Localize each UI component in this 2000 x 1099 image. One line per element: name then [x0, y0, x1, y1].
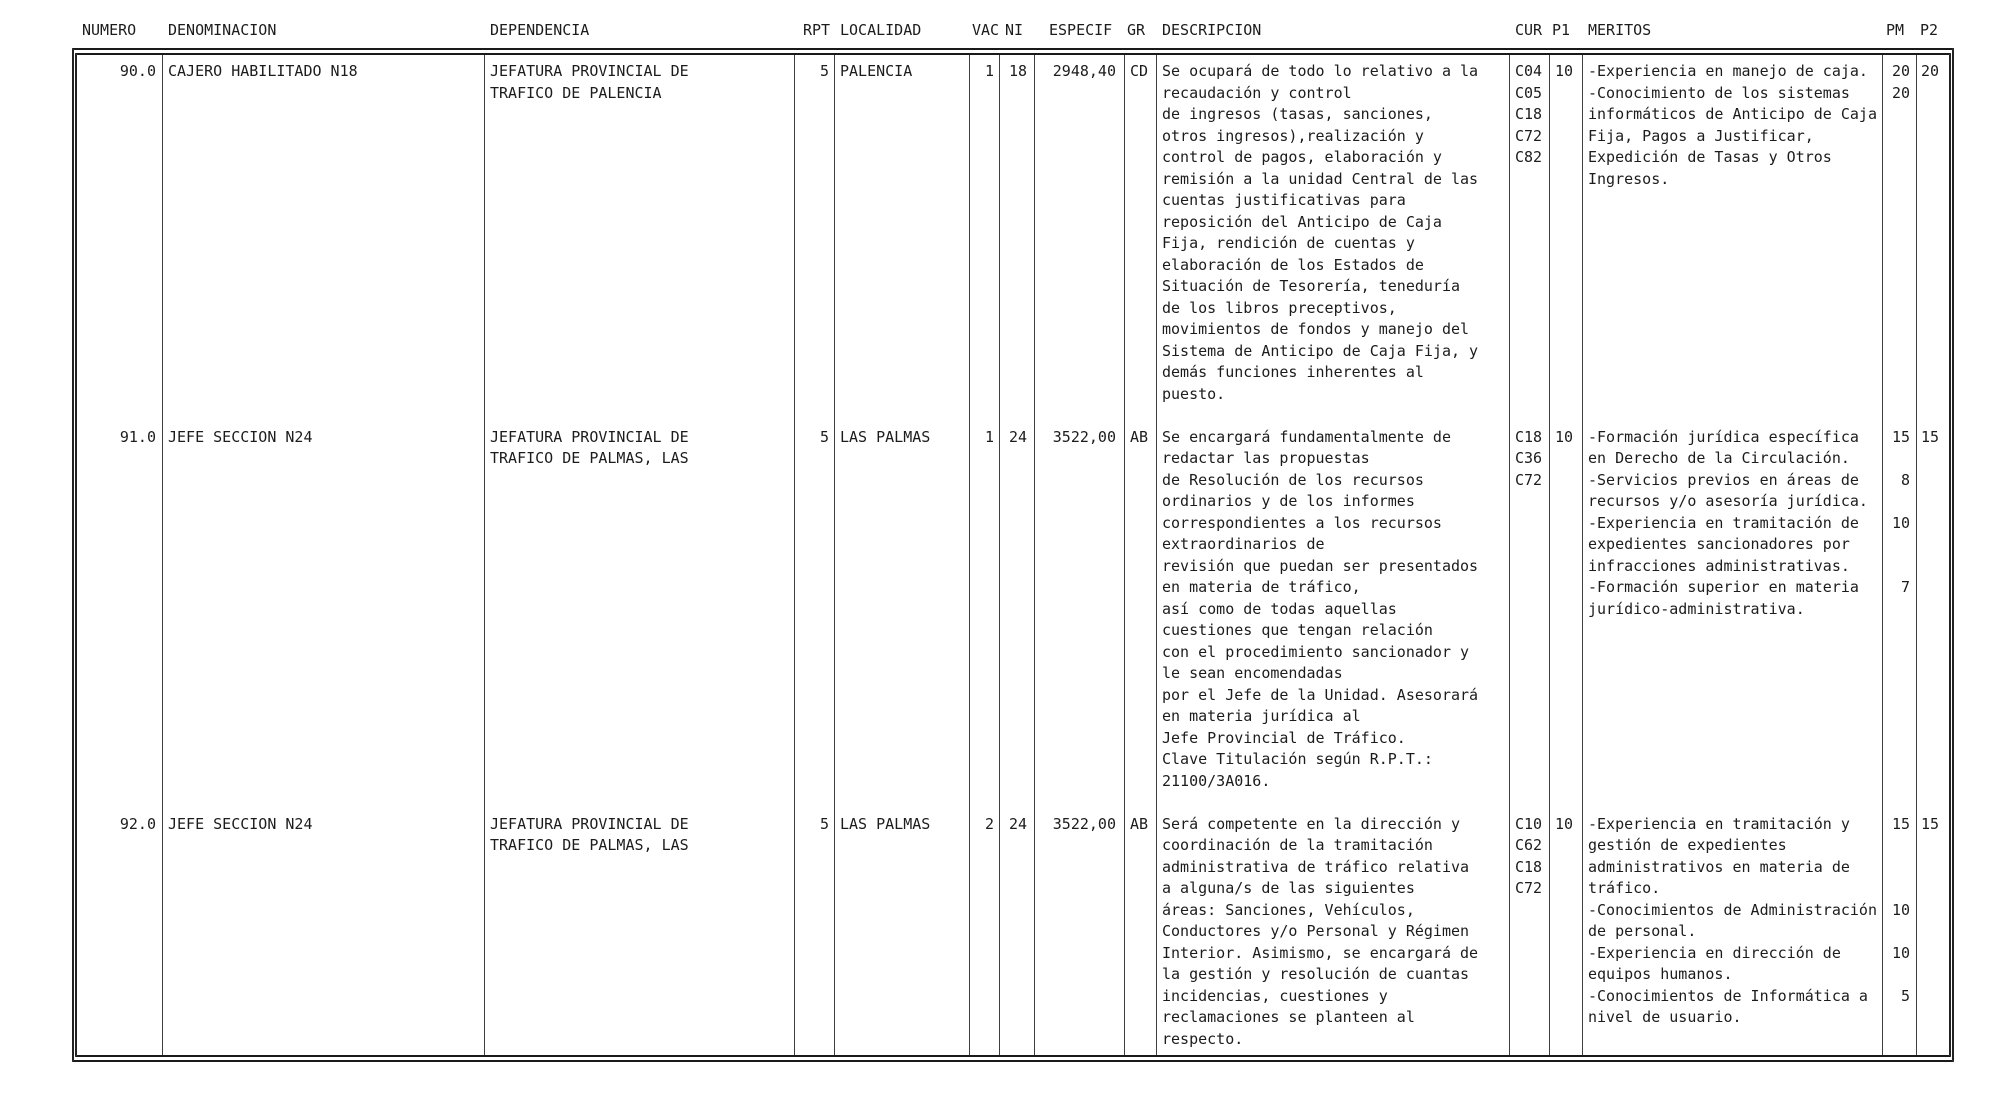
descripcion-line: con el procedimiento sancionador y	[1162, 642, 1470, 661]
descripcion-line: remisión a la unidad Central de las	[1162, 169, 1479, 188]
meritos-line: -Conocimiento de los sistemas	[1588, 83, 1850, 102]
descripcion-line: incidencias, cuestiones y	[1162, 986, 1388, 1005]
descripcion-line: demás funciones inherentes al	[1162, 363, 1424, 381]
numero-line: 92.0	[119, 814, 156, 833]
descripcion-line: Sistema de Anticipo de Caja Fija, y	[1162, 341, 1479, 360]
cell-meritos	[1583, 55, 1883, 427]
gr-line: CD	[1130, 62, 1149, 80]
pm-line: 20	[1891, 62, 1910, 80]
dependencia-line: JEFATURA PROVINCIAL DE	[490, 427, 689, 446]
table-row	[77, 427, 1945, 814]
descripcion-line: Será competente en la dirección y	[1162, 814, 1461, 833]
descripcion-line: de Resolución de los recursos	[1162, 470, 1424, 489]
especif-line: 3522,00	[1052, 814, 1116, 833]
p2-line	[1917, 921, 1939, 943]
descripcion-line: Se ocupará de todo lo relativo a la	[1162, 62, 1479, 80]
cell-ni	[1000, 427, 1035, 814]
descripcion-line: respecto.	[1162, 1029, 1244, 1048]
descripcion-line: cuestiones que tengan relación	[1162, 621, 1433, 639]
pm-line: 10	[1891, 900, 1910, 919]
p2-line	[1917, 513, 1939, 535]
p2-line	[1917, 169, 1939, 191]
cell-numero	[77, 814, 163, 1056]
cell-p1	[1550, 55, 1583, 427]
p2-line	[1917, 448, 1939, 470]
descripcion-line: Situación de Tesorería, teneduría	[1162, 277, 1461, 295]
numero-line: 91.0	[119, 427, 156, 446]
cur-line: C18	[1515, 857, 1543, 876]
descripcion-line: en materia jurídica al	[1162, 707, 1361, 725]
meritos-line: Fija, Pagos a Justificar,	[1588, 126, 1814, 145]
p2-line	[1917, 534, 1939, 556]
cell-cur	[1510, 55, 1550, 427]
descripcion-line: Conductores y/o Personal y Régimen	[1162, 922, 1470, 940]
dependencia-line: TRAFICO DE PALENCIA	[490, 83, 662, 102]
pm-line: 20	[1891, 83, 1910, 102]
meritos-line: equipos humanos.	[1588, 965, 1733, 983]
meritos-line: -Experiencia en tramitación y	[1588, 814, 1850, 833]
descripcion-line: Fija, rendición de cuentas y	[1162, 234, 1415, 252]
meritos-line: Expedición de Tasas y Otros	[1588, 148, 1832, 166]
descripcion-line: la gestión y resolución de cuantas	[1162, 965, 1470, 983]
descripcion-line: elaboración de los Estados de	[1162, 255, 1424, 274]
p1-line: 10	[1555, 427, 1574, 446]
meritos-line: -Experiencia en dirección de	[1588, 943, 1841, 962]
p2-line	[1917, 599, 1939, 621]
cell-descripcion	[1157, 814, 1510, 1056]
p2-line	[1917, 147, 1939, 169]
vac-line: 1	[984, 427, 994, 446]
column-header-dependencia: DEPENDENCIA	[490, 21, 590, 39]
pm-line	[1883, 147, 1910, 169]
cell-pm	[1883, 814, 1917, 1056]
descripcion-line: coordinación de la tramitación	[1162, 836, 1433, 854]
column-header-row	[77, 20, 1945, 42]
cell-rpt	[795, 814, 835, 1056]
meritos-line: gestión de expedientes	[1588, 836, 1787, 854]
cell-rpt	[795, 55, 835, 427]
especif-line: 3522,00	[1052, 427, 1116, 446]
descripcion-line: de los libros preceptivos,	[1162, 298, 1397, 317]
p2-line	[1917, 878, 1939, 900]
meritos-line: -Conocimientos de Administración	[1588, 900, 1877, 919]
descripcion-line: correspondientes a los recursos	[1162, 513, 1442, 532]
pm-line	[1883, 1007, 1910, 1029]
pm-line	[1883, 169, 1910, 191]
p1-line: 10	[1555, 62, 1574, 80]
p2-line	[1917, 470, 1939, 492]
descripcion-line: movimientos de fondos y manejo del	[1162, 320, 1470, 338]
descripcion-line: reclamaciones se planteen al	[1162, 1008, 1415, 1026]
p1-line: 10	[1555, 814, 1574, 833]
cell-rpt	[795, 427, 835, 814]
localidad-line: LAS PALMAS	[840, 814, 931, 833]
cell-vac	[970, 814, 1000, 1056]
p2-line	[1917, 126, 1939, 148]
column-header-numero: NUMERO	[82, 21, 137, 39]
column-header-vac: VAC	[972, 21, 1000, 39]
meritos-line: informáticos de Anticipo de Caja	[1588, 105, 1877, 123]
meritos-line: -Servicios previos en áreas de	[1588, 470, 1859, 489]
descripcion-line: le sean encomendadas	[1162, 664, 1343, 682]
dependencia-line: TRAFICO DE PALMAS, LAS	[490, 836, 689, 854]
meritos-line: -Formación jurídica específica	[1588, 427, 1859, 446]
descripcion-line: control de pagos, elaboración y	[1162, 148, 1442, 166]
rpt-line: 5	[819, 814, 829, 833]
cell-p1	[1550, 427, 1583, 814]
descripcion-line: en materia de tráfico,	[1162, 578, 1361, 596]
cell-especif	[1035, 814, 1125, 1056]
descripcion-line: otros ingresos),realización y	[1162, 126, 1424, 145]
descripcion-line: revisión que puedan ser presentados	[1162, 556, 1479, 575]
pm-line: 15	[1891, 427, 1910, 446]
denominacion-line: JEFE SECCION N24	[168, 814, 313, 833]
pm-line: 8	[1900, 470, 1910, 489]
pm-line	[1883, 534, 1910, 556]
pm-line: 10	[1891, 513, 1910, 532]
cell-gr	[1125, 427, 1157, 814]
pm-line	[1883, 599, 1910, 621]
rpt-line: 5	[819, 427, 829, 446]
cell-ni	[1000, 55, 1035, 427]
cell-meritos	[1583, 427, 1883, 814]
pm-line	[1883, 878, 1910, 900]
meritos-line: -Experiencia en tramitación de	[1588, 513, 1859, 532]
cell-meritos	[1583, 814, 1883, 1056]
cell-numero	[77, 55, 163, 427]
descripcion-line: a alguna/s de las siguientes	[1162, 879, 1415, 897]
meritos-line: en Derecho de la Circulación.	[1588, 449, 1850, 467]
p2-line: 15	[1920, 427, 1939, 446]
cur-line: C72	[1515, 879, 1543, 897]
cell-localidad	[835, 55, 970, 427]
cell-p1	[1550, 814, 1583, 1056]
cell-localidad	[835, 814, 970, 1056]
cell-gr	[1125, 55, 1157, 427]
descripcion-line: Se encargará fundamentalmente de	[1162, 427, 1451, 446]
cur-line: C72	[1515, 126, 1543, 145]
pm-line	[1883, 835, 1910, 857]
meritos-line: -Formación superior en materia	[1588, 578, 1859, 596]
cell-denominacion	[163, 55, 485, 427]
rpt-line: 5	[819, 62, 829, 80]
descripcion-line: Clave Titulación según R.P.T.:	[1162, 750, 1433, 768]
meritos-line: -Experiencia en manejo de caja.	[1588, 62, 1868, 80]
column-header-rpt: RPT	[803, 21, 831, 39]
cell-dependencia	[485, 814, 795, 1056]
cell-dependencia	[485, 55, 795, 427]
pm-line: 7	[1900, 578, 1910, 596]
p2-line	[1917, 577, 1939, 599]
cell-p2	[1917, 814, 1945, 1056]
descripcion-line: cuentas justificativas para	[1162, 191, 1406, 209]
cur-line: C18	[1515, 105, 1543, 123]
ni-line: 18	[1008, 62, 1027, 80]
descripcion-line: administrativa de tráfico relativa	[1162, 857, 1470, 876]
column-header-descripcion: DESCRIPCION	[1162, 21, 1262, 39]
descripcion-line: de ingresos (tasas, sanciones,	[1162, 105, 1433, 123]
pm-line	[1883, 126, 1910, 148]
pm-line	[1883, 104, 1910, 126]
descripcion-line: reposición del Anticipo de Caja	[1162, 212, 1442, 231]
descripcion-line: Jefe Provincial de Tráfico.	[1162, 728, 1406, 747]
cell-pm	[1883, 55, 1917, 427]
descripcion-line: puesto.	[1162, 384, 1226, 403]
p2-line	[1917, 943, 1939, 965]
p2-line	[1917, 556, 1939, 578]
pm-line: 10	[1891, 943, 1910, 962]
meritos-line: tráfico.	[1588, 879, 1661, 897]
cell-descripcion	[1157, 427, 1510, 814]
cur-line: C18	[1515, 427, 1543, 446]
cur-line: C36	[1515, 449, 1543, 467]
descripcion-line: Interior. Asimismo, se encargará de	[1162, 943, 1479, 962]
cell-pm	[1883, 427, 1917, 814]
descripcion-line: ordinarios y de los informes	[1162, 492, 1415, 510]
cur-line: C04	[1515, 62, 1543, 80]
cell-vac	[970, 427, 1000, 814]
ni-line: 24	[1008, 814, 1027, 833]
p2-line: 15	[1920, 814, 1939, 833]
cell-cur	[1510, 814, 1550, 1056]
meritos-line: -Conocimientos de Informática a	[1588, 986, 1868, 1005]
vac-line: 1	[984, 62, 994, 80]
descripcion-line: así como de todas aquellas	[1162, 599, 1397, 618]
pm-line	[1883, 964, 1910, 986]
cell-denominacion	[163, 814, 485, 1056]
cell-ni	[1000, 814, 1035, 1056]
dependencia-line: JEFATURA PROVINCIAL DE	[490, 814, 689, 833]
p2-line	[1917, 964, 1939, 986]
meritos-line: administrativos en materia de	[1588, 857, 1850, 876]
meritos-line: nivel de usuario.	[1588, 1008, 1742, 1026]
p2-line	[1917, 835, 1939, 857]
vac-line: 2	[984, 814, 994, 833]
dependencia-line: TRAFICO DE PALMAS, LAS	[490, 449, 689, 467]
p2-line	[1917, 900, 1939, 922]
p2-line	[1917, 1007, 1939, 1029]
meritos-line: recursos y/o asesoría jurídica.	[1588, 492, 1868, 510]
p2-line	[1917, 83, 1939, 105]
cell-localidad	[835, 427, 970, 814]
descripcion-line: recaudación y control	[1162, 83, 1352, 102]
denominacion-line: JEFE SECCION N24	[168, 427, 313, 446]
meritos-line: Ingresos.	[1588, 169, 1670, 188]
cell-denominacion	[163, 427, 485, 814]
pm-line	[1883, 921, 1910, 943]
column-header-ni: NI	[1005, 21, 1024, 39]
cell-vac	[970, 55, 1000, 427]
column-header-pm: PM	[1886, 21, 1905, 39]
cell-especif	[1035, 55, 1125, 427]
job-positions-table	[72, 48, 1954, 1062]
localidad-line: PALENCIA	[840, 62, 913, 80]
p2-line	[1917, 104, 1939, 126]
descripcion-line: redactar las propuestas	[1162, 449, 1370, 467]
pm-line	[1883, 556, 1910, 578]
cur-line: C82	[1515, 148, 1543, 166]
pm-line: 15	[1891, 814, 1910, 833]
meritos-line: expedientes sancionadores por	[1588, 535, 1850, 553]
descripcion-line: áreas: Sanciones, Vehículos,	[1162, 900, 1415, 919]
gr-line: AB	[1130, 814, 1149, 833]
column-header-especif: ESPECIF	[1049, 21, 1113, 39]
column-header-p2: P2	[1920, 21, 1939, 39]
cur-line: C05	[1515, 83, 1543, 102]
descripcion-line: 21100/3A016.	[1162, 771, 1271, 790]
gr-line: AB	[1130, 427, 1149, 446]
denominacion-line: CAJERO HABILITADO N18	[168, 62, 358, 80]
cell-p2	[1917, 55, 1945, 427]
table-row	[77, 814, 1945, 1056]
pm-line	[1883, 491, 1910, 513]
cell-gr	[1125, 814, 1157, 1056]
cur-line: C62	[1515, 836, 1543, 854]
meritos-line: de personal.	[1588, 922, 1697, 940]
especif-line: 2948,40	[1052, 62, 1116, 80]
p2-line	[1917, 986, 1939, 1008]
column-header-denominacion: DENOMINACION	[168, 21, 277, 39]
p2-line	[1917, 491, 1939, 513]
descripcion-line: extraordinarios de	[1162, 535, 1325, 553]
cell-cur	[1510, 427, 1550, 814]
cur-line: C10	[1515, 814, 1543, 833]
p2-line	[1917, 857, 1939, 879]
column-header-gr: GR	[1127, 21, 1146, 39]
meritos-line: infracciones administrativas.	[1588, 556, 1850, 575]
table-row	[77, 55, 1945, 427]
column-header-localidad: LOCALIDAD	[840, 21, 922, 39]
pm-line: 5	[1900, 986, 1910, 1005]
cell-numero	[77, 427, 163, 814]
cell-descripcion	[1157, 55, 1510, 427]
numero-line: 90.0	[119, 62, 156, 80]
localidad-line: LAS PALMAS	[840, 427, 931, 446]
cell-especif	[1035, 427, 1125, 814]
column-header-cur: CUR	[1515, 21, 1543, 39]
column-header-meritos: MERITOS	[1588, 21, 1652, 39]
p2-line: 20	[1920, 62, 1939, 80]
column-header-p1: P1	[1552, 21, 1571, 39]
ni-line: 24	[1008, 427, 1027, 446]
cell-dependencia	[485, 427, 795, 814]
pm-line	[1883, 857, 1910, 879]
descripcion-line: por el Jefe de la Unidad. Asesorará	[1162, 685, 1479, 704]
pm-line	[1883, 448, 1910, 470]
meritos-line: jurídico-administrativa.	[1588, 599, 1805, 618]
dependencia-line: JEFATURA PROVINCIAL DE	[490, 62, 689, 80]
cur-line: C72	[1515, 470, 1543, 489]
cell-p2	[1917, 427, 1945, 814]
